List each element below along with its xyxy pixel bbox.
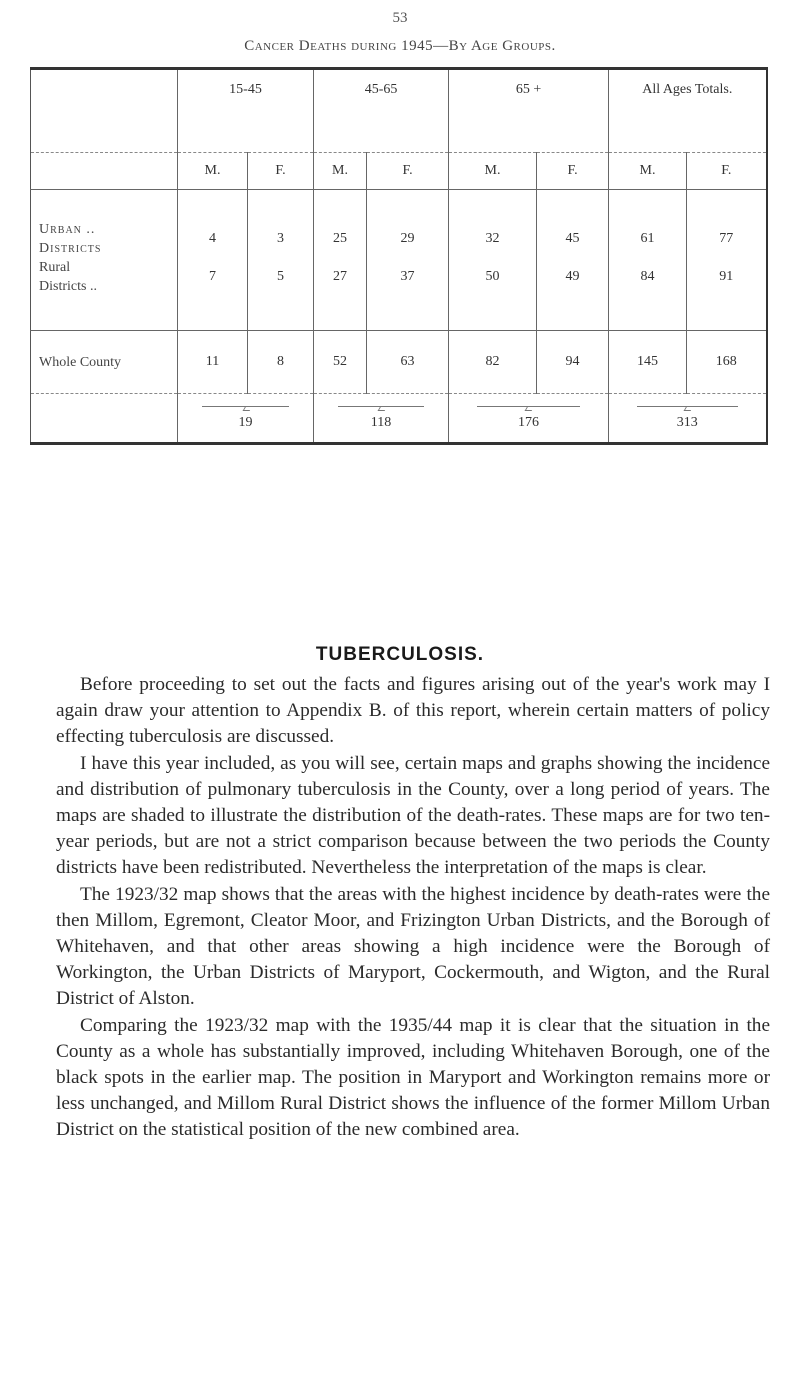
- table-title: Cancer Deaths during 1945—By Age Groups.: [244, 38, 556, 54]
- group-total: 313: [609, 394, 767, 444]
- sex-header: F.: [687, 153, 767, 190]
- brace-mark: [637, 406, 738, 415]
- brace-mark: [202, 406, 288, 415]
- table-cell: 45 49: [537, 190, 609, 331]
- table-cell: 94: [537, 331, 609, 394]
- table-row-totals: [31, 394, 767, 444]
- section-body: [56, 672, 770, 1144]
- table-cell: 52: [314, 331, 367, 394]
- page-number: 53: [392, 10, 408, 26]
- table-cell: 77 91: [687, 190, 767, 331]
- group-total: 176: [449, 394, 609, 444]
- age-group-header: 15-45: [178, 69, 314, 153]
- paragraph: Comparing the 1923/32 map with the 1935/44 map it is clear that the situation in the County as a whole has substantially improved, including Whitehaven Borough, one of the black spots in the earlier map. The position in Maryport and Workington remains more or less unchanged, and Millom Rural District shows the influence of the former Millom Urban District on the statistical position of the new combined area.: [56, 1014, 770, 1141]
- row-label: Urban .. Districts Rural Districts ..: [31, 190, 178, 331]
- table-cell: 8: [248, 331, 314, 394]
- paragraph: I have this year included, as you will see, certain maps and graphs showing the incidence and distribution of pulmonary tuberculosis in the County, over a long period of years. The maps are shaded to illustrate the distribution of the death-rates. These maps are for two ten-year periods, but are not a strict comparison because between the two periods the County districts have been redistributed. Nevertheless the interpretation of the maps is clear.: [56, 752, 770, 879]
- table-cell: 145: [609, 331, 687, 394]
- sex-header: F.: [248, 153, 314, 190]
- table-row: [31, 331, 767, 394]
- sex-header: F.: [367, 153, 449, 190]
- sex-header: M.: [314, 153, 367, 190]
- row-label: Whole County: [31, 331, 178, 394]
- brace-mark: [338, 406, 423, 415]
- group-total: 118: [314, 394, 449, 444]
- table-cell: 4 7: [178, 190, 248, 331]
- table-cell: 63: [367, 331, 449, 394]
- sex-header: M.: [449, 153, 537, 190]
- table-cell: 32 50: [449, 190, 537, 331]
- table-cell: 82: [449, 331, 537, 394]
- age-group-header: 45-65: [314, 69, 449, 153]
- brace-mark: [477, 406, 580, 415]
- table-cell: 168: [687, 331, 767, 394]
- sex-header: M.: [178, 153, 248, 190]
- table-row: [31, 190, 767, 331]
- section-heading: TUBERCULOSIS.: [315, 644, 485, 665]
- corner-cell: [31, 153, 178, 190]
- paragraph: The 1923/32 map shows that the areas with the highest incidence by death-rates were the then Millom, Egremont, Cleator Moor, and Frizington Urban Districts, and the Borough of Whitehaven, and that other areas showing a high incidence were the Borough of Workington, the Urban Districts of Maryport, Cockermouth, and Wigton, and the Rural District of Alston.: [56, 883, 770, 1010]
- age-group-header: 65 +: [449, 69, 609, 153]
- table-cell: 61 84: [609, 190, 687, 331]
- paragraph: Before proceeding to set out the facts and figures arising out of the year's work may I again draw your attention to Appendix B. of this report, wherein certain matters of policy effecting tuberculosis are discussed.: [56, 674, 770, 748]
- cancer-deaths-table: [30, 67, 768, 445]
- corner-cell: [31, 69, 178, 153]
- sex-header: F.: [537, 153, 609, 190]
- age-group-header: All Ages Totals.: [609, 69, 767, 153]
- group-total: 19: [178, 394, 314, 444]
- table-cell: 29 37: [367, 190, 449, 331]
- row-label: [31, 394, 178, 444]
- table-cell: 25 27: [314, 190, 367, 331]
- table-cell: 11: [178, 331, 248, 394]
- sex-header: M.: [609, 153, 687, 190]
- table-cell: 3 5: [248, 190, 314, 331]
